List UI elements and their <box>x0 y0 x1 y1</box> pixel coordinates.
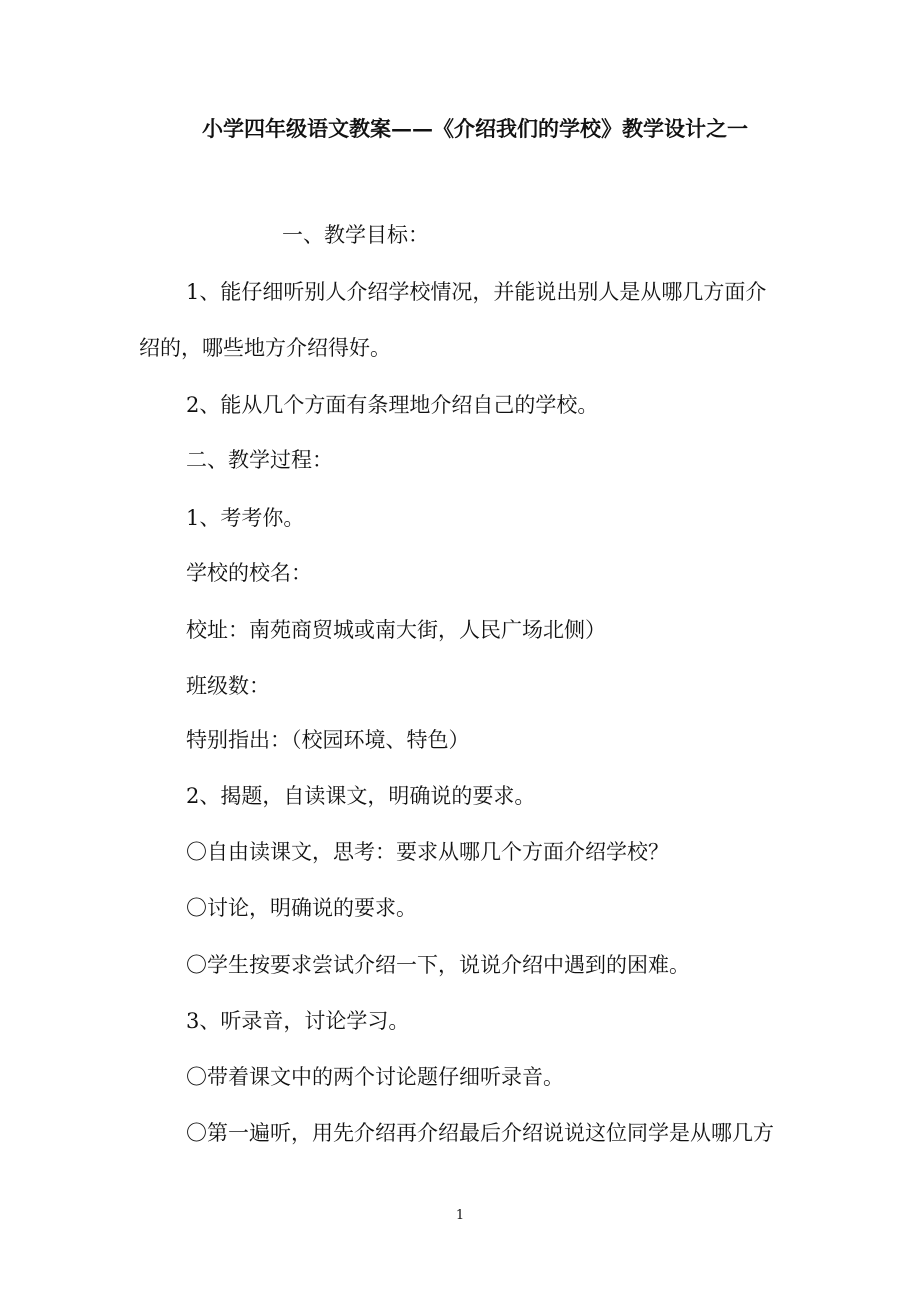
paragraph-line: 〇自由读课文，思考：要求从哪几个方面介绍学校？ <box>186 840 669 864</box>
paragraph-line: 3、听录音，讨论学习。 <box>186 1009 410 1033</box>
paragraph-line: 特别指出：（校园环境、特色） <box>186 728 470 752</box>
section-heading-objectives: 一、教学目标： <box>282 223 429 247</box>
paragraph-line: 班级数： <box>186 674 270 698</box>
paragraph-line: 〇讨论，明确说的要求。 <box>186 896 417 920</box>
section-heading-process: 二、教学过程： <box>186 448 333 472</box>
paragraph-line: 校址：南苑商贸城或南大街，人民广场北侧） <box>186 618 606 642</box>
paragraph-line: 〇带着课文中的两个讨论题仔细听录音。 <box>186 1065 564 1089</box>
document-title: 小学四年级语文教案——《介绍我们的学校》教学设计之一 <box>202 116 748 141</box>
paragraph-line: 〇第一遍听，用先介绍再介绍最后介绍说说这位同学是从哪几方 <box>186 1121 774 1145</box>
paragraph-line: 1、考考你。 <box>186 506 305 530</box>
paragraph-line: 〇学生按要求尝试介绍一下，说说介绍中遇到的困难。 <box>186 953 690 977</box>
paragraph-line: 1、能仔细听别人介绍学校情况，并能说出别人是从哪几方面介 <box>186 280 767 304</box>
paragraph-line: 学校的校名： <box>186 561 312 585</box>
paragraph-line: 2、揭题，自读课文，明确说的要求。 <box>186 784 536 808</box>
page-number: 1 <box>455 1208 465 1223</box>
paragraph-line: 绍的，哪些地方介绍得好。 <box>139 336 391 360</box>
paragraph-line: 2、能从几个方面有条理地介绍自己的学校。 <box>186 393 599 417</box>
